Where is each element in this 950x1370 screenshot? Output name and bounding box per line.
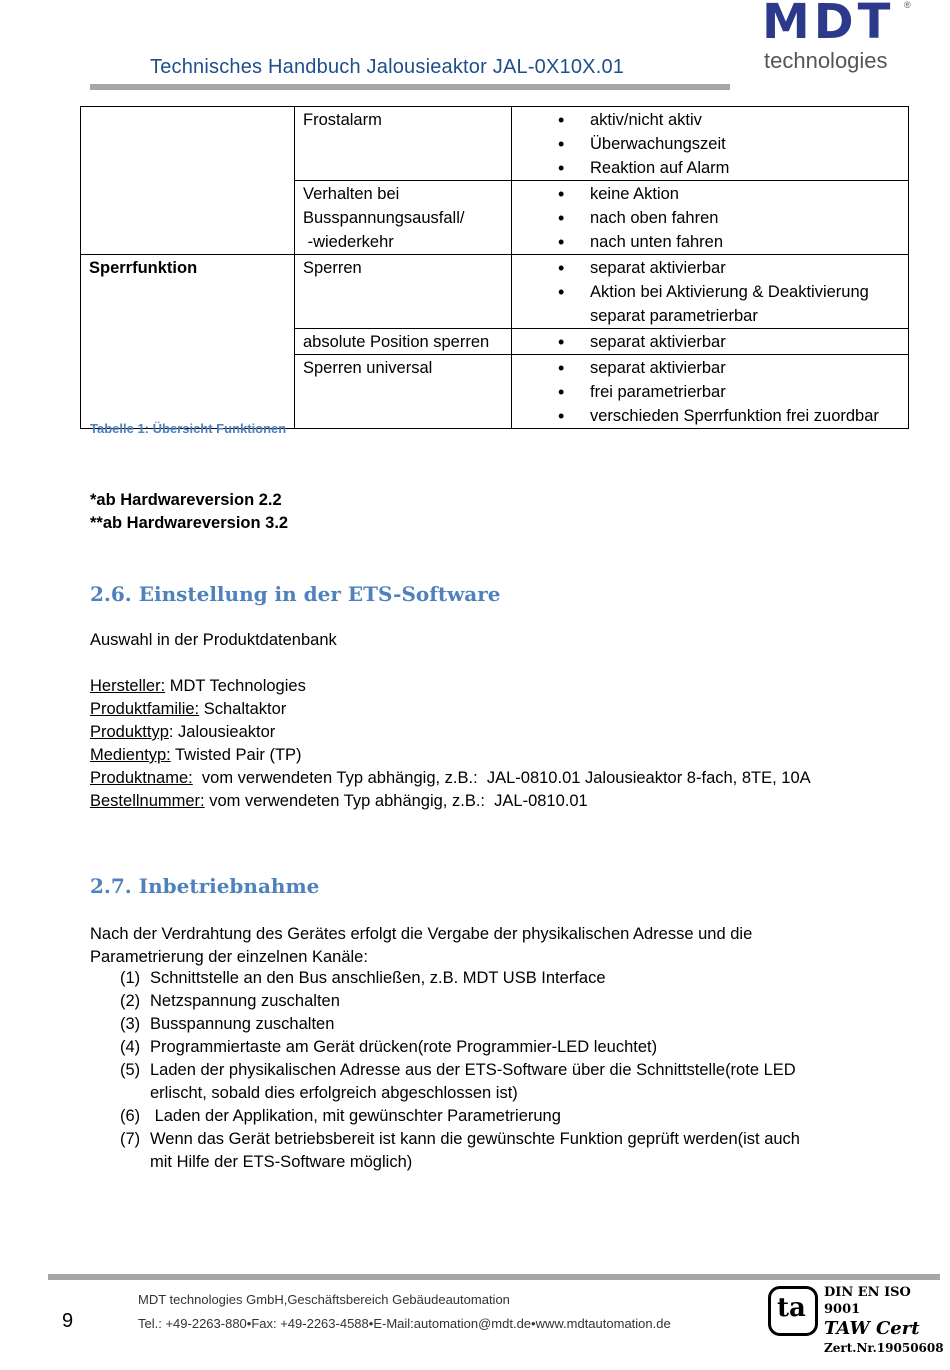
cert-logo-mark: ta (777, 1293, 806, 1323)
field-label: Produktfamilie: (90, 700, 200, 718)
function-line: Busspannungsausfall/ (303, 209, 465, 227)
step-text: Laden der physikalischen Adresse aus der ETS-Software über die Schnittstelle(rote LED (150, 1061, 796, 1079)
step-number: (2) (120, 992, 141, 1010)
options-cell (512, 181, 909, 255)
field-value: vom verwendeten Typ abhängig, z.B.: JAL-0810.01 (204, 792, 588, 810)
hardware-note: **ab Hardwareversion 3.2 (90, 514, 289, 532)
cert-standard: DIN EN ISO 9001 (824, 1285, 911, 1317)
field-label: Produkttyp (90, 723, 169, 741)
paragraph: Auswahl in der Produktdatenbank (90, 631, 337, 649)
list-item (120, 1128, 800, 1174)
logo-registered-mark: ® (904, 0, 911, 10)
step-number: (6) (120, 1107, 141, 1125)
list-item: • separat aktivierbar (558, 356, 900, 380)
step-text: Netzspannung zuschalten (150, 992, 340, 1010)
list-item (120, 1059, 800, 1105)
product-field (90, 675, 306, 698)
options-cell (512, 255, 909, 329)
list-item: • frei parametrierbar (558, 380, 900, 404)
function-overview-table (80, 106, 909, 429)
field-label: Bestellnummer: (90, 792, 205, 810)
table-row (81, 181, 909, 255)
step-number: (1) (120, 969, 141, 987)
function-cell: absolute Position sperren (295, 329, 512, 355)
document-title: Technisches Handbuch Jalousieaktor JAL-0X10X.01 (150, 56, 625, 78)
step-text: Busspannung zuschalten (150, 1015, 335, 1033)
table-row (81, 355, 909, 429)
list-item: • verschieden Sperrfunktion frei zuordbar (558, 404, 900, 428)
step-number: (3) (120, 1015, 141, 1033)
product-field (90, 790, 588, 813)
group-cell (81, 107, 295, 181)
page-number: 9 (62, 1310, 74, 1332)
footer-contact: Tel.: +49-2263-880•Fax: +49-2263-4588•E-Mail:automation@mdt.de•www.mdtautomation.de (138, 1316, 671, 1331)
table-row (81, 107, 909, 181)
product-field (90, 698, 286, 721)
table-row (81, 255, 909, 329)
list-item (120, 1013, 800, 1036)
footer-divider (48, 1274, 940, 1280)
field-value: : Jalousieaktor (168, 723, 276, 741)
hardware-note: *ab Hardwareversion 2.2 (90, 491, 282, 509)
function-line: -wiederkehr (303, 233, 394, 251)
field-label: Produktname: (90, 769, 193, 787)
list-item: • aktiv/nicht aktiv (558, 108, 900, 132)
cert-number: Zert.Nr.19050608 (824, 1341, 944, 1355)
product-field (90, 721, 275, 744)
taw-logo-icon (768, 1286, 818, 1336)
step-text: Laden der Applikation, mit gewünschter Parametrierung (150, 1107, 561, 1125)
function-cell: Frostalarm (295, 107, 512, 181)
step-text: erlischt, sobald dies erfolgreich abgeschlossen ist) (150, 1084, 518, 1102)
list-item: • nach oben fahren (558, 206, 900, 230)
step-text: Programmiertaste am Gerät drücken(rote Programmier-LED leuchtet) (150, 1038, 658, 1056)
paragraph: Parametrierung der einzelnen Kanäle: (90, 948, 368, 966)
field-value: MDT Technologies (165, 677, 306, 695)
step-number: (7) (120, 1130, 141, 1148)
logo-mark: MDT (762, 0, 895, 50)
product-field (90, 744, 302, 767)
function-cell: Sperren (295, 255, 512, 329)
field-label: Hersteller: (90, 677, 166, 695)
list-item (120, 1036, 800, 1059)
header-divider (90, 84, 730, 90)
group-cell (81, 355, 295, 429)
field-value: vom verwendeten Typ abhängig, z.B.: JAL-0810.01 Jalousieaktor 8-fach, 8TE, 10A (192, 769, 811, 787)
commissioning-steps (120, 967, 800, 1174)
options-cell (512, 107, 909, 181)
step-text: Schnittstelle an den Bus anschließen, z.B. MDT USB Interface (150, 969, 606, 987)
list-item: • Reaktion auf Alarm (558, 156, 900, 180)
step-text: mit Hilfe der ETS-Software möglich) (150, 1153, 413, 1171)
list-item (120, 967, 800, 990)
cert-issuer: TAW Cert (824, 1318, 920, 1339)
list-item (120, 1105, 800, 1128)
cert-text (824, 1284, 944, 1357)
step-text: Wenn das Gerät betriebsbereit ist kann die gewünschte Funktion geprüft werden(ist auch (150, 1130, 800, 1148)
group-cell: Sperrfunktion (81, 255, 295, 329)
certification-badge (768, 1284, 944, 1355)
section-heading: 2.7. Inbetriebnahme (90, 874, 320, 898)
function-line: Verhalten bei (303, 185, 400, 203)
list-item: • separat aktivierbar (558, 256, 900, 280)
mdt-logo (762, 0, 922, 78)
table-caption: Tabelle 1: Übersicht Funktionen (90, 421, 287, 436)
field-value: Schaltaktor (199, 700, 287, 718)
table-row (81, 329, 909, 355)
list-item: • nach unten fahren (558, 230, 900, 254)
step-number: (5) (120, 1061, 141, 1079)
section-heading: 2.6. Einstellung in der ETS-Software (90, 582, 501, 606)
field-value: Twisted Pair (TP) (170, 746, 302, 764)
list-item: • Aktion bei Aktivierung & Deaktivierung separat parametrierbar (558, 280, 900, 328)
function-cell: Sperren universal (295, 355, 512, 429)
list-item: • Überwachungszeit (558, 132, 900, 156)
group-cell (81, 181, 295, 255)
logo-subtitle: technologies (764, 48, 888, 73)
group-cell (81, 329, 295, 355)
options-cell (512, 355, 909, 429)
paragraph: Nach der Verdrahtung des Gerätes erfolgt die Vergabe der physikalischen Adresse und die (90, 925, 753, 943)
field-label: Medientyp: (90, 746, 171, 764)
footer-company: MDT technologies GmbH,Geschäftsbereich Gebäudeautomation (138, 1292, 510, 1307)
product-field (90, 767, 811, 790)
step-number: (4) (120, 1038, 141, 1056)
function-cell (295, 181, 512, 255)
list-item: • keine Aktion (558, 182, 900, 206)
options-cell (512, 329, 909, 355)
list-item: • separat aktivierbar (558, 330, 900, 354)
list-item (120, 990, 800, 1013)
